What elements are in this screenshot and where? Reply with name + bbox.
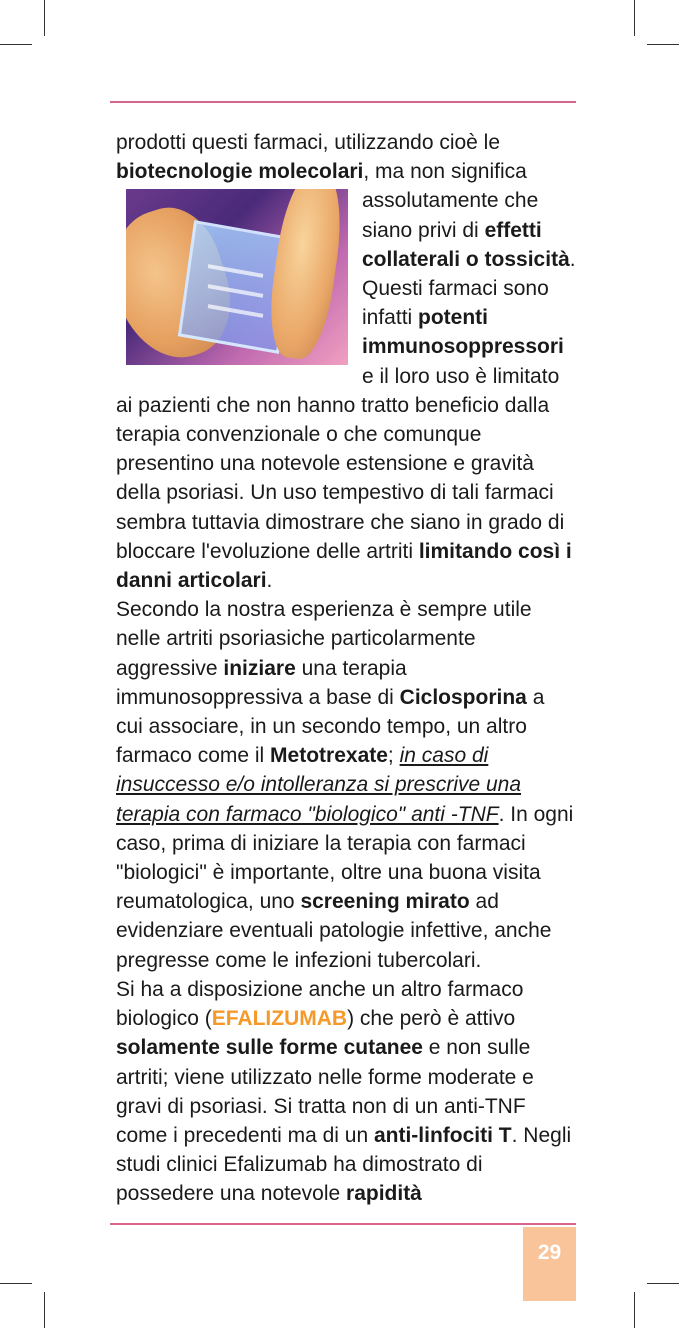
- bold-run: solamente sulle forme cutanee: [116, 1036, 423, 1060]
- text-run: . Questi farmaci sono infatti: [362, 247, 576, 330]
- paragraph-2: [116, 595, 576, 975]
- text-run: ad evidenziare eventuali patologie infettive, anche pregresse come le infezioni tubercolari.: [116, 890, 552, 972]
- bold-run: potenti immunosoppressori: [362, 306, 564, 359]
- bold-run: iniziare: [223, 656, 296, 680]
- page-number-tab: [523, 1227, 576, 1301]
- text-run: ;: [387, 744, 400, 768]
- crop-mark-bottom-left-h: [0, 1283, 32, 1284]
- crop-mark-top-left-h: [0, 44, 32, 45]
- crop-mark-bottom-right-h: [647, 1283, 679, 1284]
- crop-mark-bottom-right-v: [634, 1292, 635, 1328]
- text-run: a cui associare, in un secondo tempo, un altro farmaco come il: [116, 685, 545, 768]
- text-run: e il loro uso è limitato ai pazienti che non hanno tratto beneficio dalla terapia convenzionale o che comunque presentino una notevole estensione e gravità della psoriasi. Un uso tempestivo di tali farmaci sembra tuttavia dimostrare che siano in grado di bloccare l'evoluzione delle artriti: [116, 364, 565, 563]
- text-run: . Negli studi clinici Efalizumab ha dimostrato di possedere una notevole: [116, 1123, 572, 1206]
- drug-name-highlight: EFALIZUMAB: [211, 1007, 348, 1031]
- text-run: Si ha a disposizione anche un altro farmaco biologico (: [116, 977, 524, 1031]
- text-run: .: [266, 569, 273, 593]
- underlined-italic-run: in caso di insuccesso e/o intolleranza si prescrive una terapia con farmaco "biologico" anti -TNF: [116, 744, 522, 826]
- text-run: , ma non significa assolutamente che siano privi di: [362, 160, 539, 242]
- top-rule: [110, 101, 576, 103]
- lab-photo: [126, 189, 348, 365]
- bottom-rule: [110, 1223, 576, 1225]
- bold-run: Metotrexate: [270, 744, 388, 768]
- page-number: 29: [537, 1241, 562, 1264]
- crop-mark-bottom-left-v: [44, 1292, 45, 1328]
- paragraph-3: [116, 975, 576, 1209]
- photo-finger: [263, 189, 348, 362]
- text-run: ) che però è attivo: [347, 1007, 516, 1031]
- crop-mark-top-right-v: [634, 0, 635, 36]
- text-run: Secondo la nostra esperienza è sempre utile nelle artriti psoriasiche particolarmente aggressive: [116, 598, 532, 680]
- text-run: . In ogni caso, prima di iniziare la terapia con farmaci "biologici" è importante, oltre una buona visita reumatologica, uno: [116, 802, 574, 914]
- page-content: [116, 128, 576, 1209]
- paragraph-1: [116, 128, 576, 595]
- text-run: una terapia immunosoppressiva a base di: [116, 656, 407, 709]
- bold-run: biotecnologie molecolari: [116, 160, 364, 184]
- crop-mark-top-right-h: [647, 44, 679, 45]
- bold-run: rapidità: [346, 1182, 422, 1206]
- bold-run: screening mirato: [300, 890, 470, 914]
- bold-run: anti-linfociti T: [373, 1123, 512, 1147]
- bold-run: Ciclosporina: [399, 685, 527, 709]
- crop-mark-top-left-v: [44, 0, 45, 36]
- text-run: e non sulle artriti; viene utilizzato nelle forme moderate e gravi di psoriasi. Si tratta non di un anti-TNF come i precedenti ma di un: [116, 1036, 534, 1147]
- bold-run: effetti collaterali o tossicità: [362, 218, 570, 271]
- text-run: prodotti questi farmaci, utilizzando cioè le: [116, 131, 501, 154]
- bold-run: limitando così i danni articolari: [116, 539, 572, 593]
